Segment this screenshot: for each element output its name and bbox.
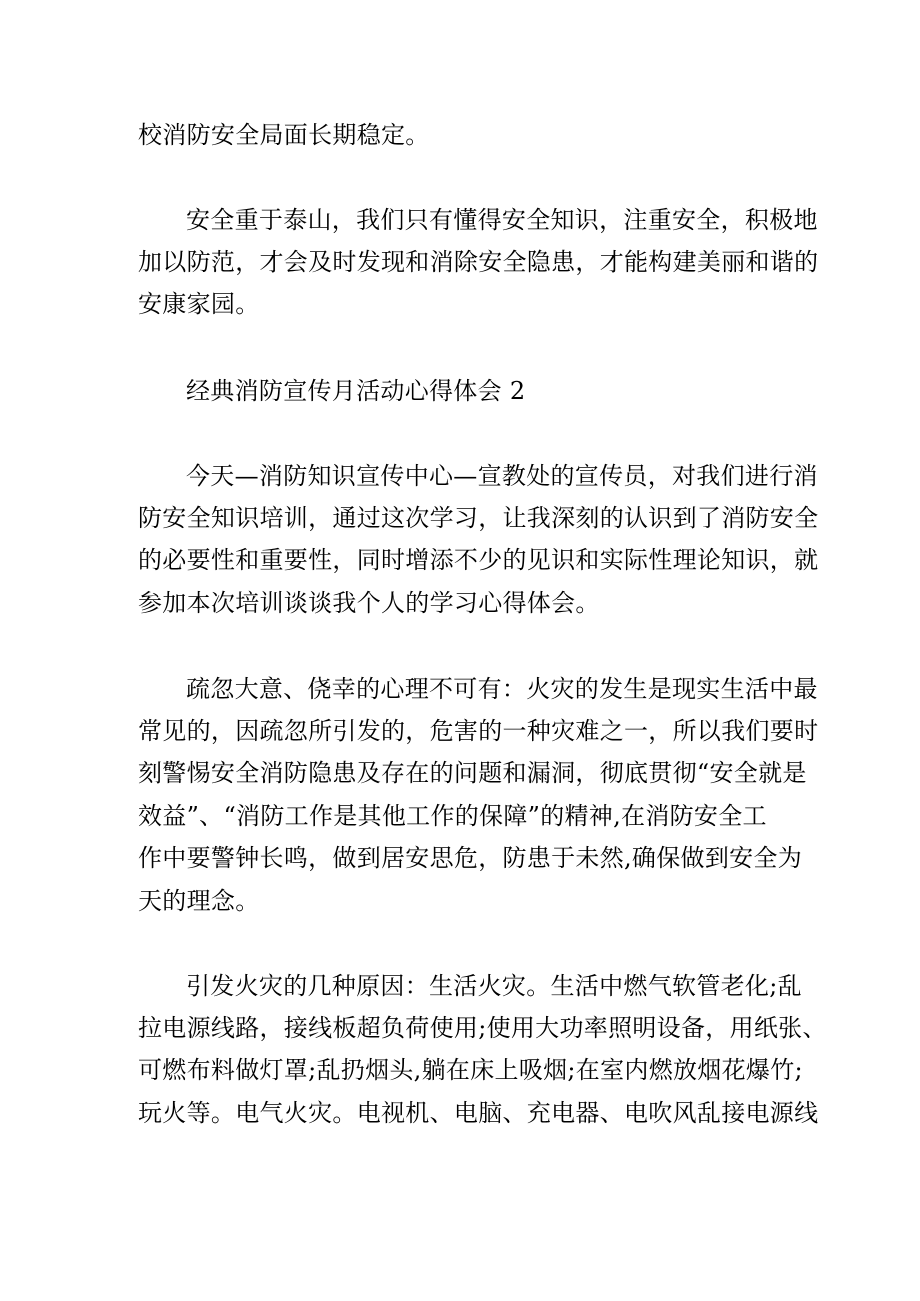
paragraph-line: 参加本次培训谈谈我个人的学习心得体会。 xyxy=(138,589,600,617)
paragraph-line: 常见的，因疏忽所引发的，危害的一种灾难之一，所以我们要时 xyxy=(138,717,819,745)
paragraph-line: 作中要警钟长鸣，做到居安思危，防患于未然,确保做到安全为 xyxy=(138,844,803,872)
paragraph-line: 安全重于泰山，我们只有懂得安全知识，注重安全，积极地 xyxy=(186,206,818,234)
paragraph-line: 今天—消防知识宣传中心—宣教处的宣传员，对我们进行消 xyxy=(186,462,818,490)
paragraph-line: 效益”、“消防工作是其他工作的保障”的精神,在消防安全工 xyxy=(138,802,767,830)
paragraph-line: 引发火灾的几种原因：生活火灾。生活中燃气软管老化;乱 xyxy=(186,972,802,1000)
paragraph-line: 可燃布料做灯罩;乱扔烟头,躺在床上吸烟;在室内燃放烟花爆竹; xyxy=(138,1056,803,1084)
paragraph-line: 安康家园。 xyxy=(138,290,260,318)
paragraph-line: 拉电源线路，接线板超负荷使用;使用大功率照明设备，用纸张、 xyxy=(138,1014,827,1042)
paragraph-line: 防安全知识培训，通过这次学习，让我深刻的认识到了消防安全 xyxy=(138,504,819,532)
paragraph-line: 天的理念。 xyxy=(138,887,260,915)
paragraph-line: 的必要性和重要性，同时增添不少的见识和实际性理论知识，就 xyxy=(138,546,819,574)
paragraph-line: 加以防范，才会及时发现和消除安全隐患，才能构建美丽和谐的 xyxy=(138,248,819,276)
paragraph-line: 刻警惕安全消防隐患及存在的问题和漏洞，彻底贯彻“安全就是 xyxy=(138,759,807,787)
paragraph-line: 玩火等。电气火灾。电视机、电脑、充电器、电吹风乱接电源线 xyxy=(138,1099,819,1127)
section-heading: 经典消防宣传月活动心得体会 2 xyxy=(186,377,526,405)
paragraph-line: 校消防安全局面长期稳定。 xyxy=(138,121,430,149)
paragraph-line: 疏忽大意、侥幸的心理不可有：火灾的发生是现实生活中最 xyxy=(186,675,818,703)
